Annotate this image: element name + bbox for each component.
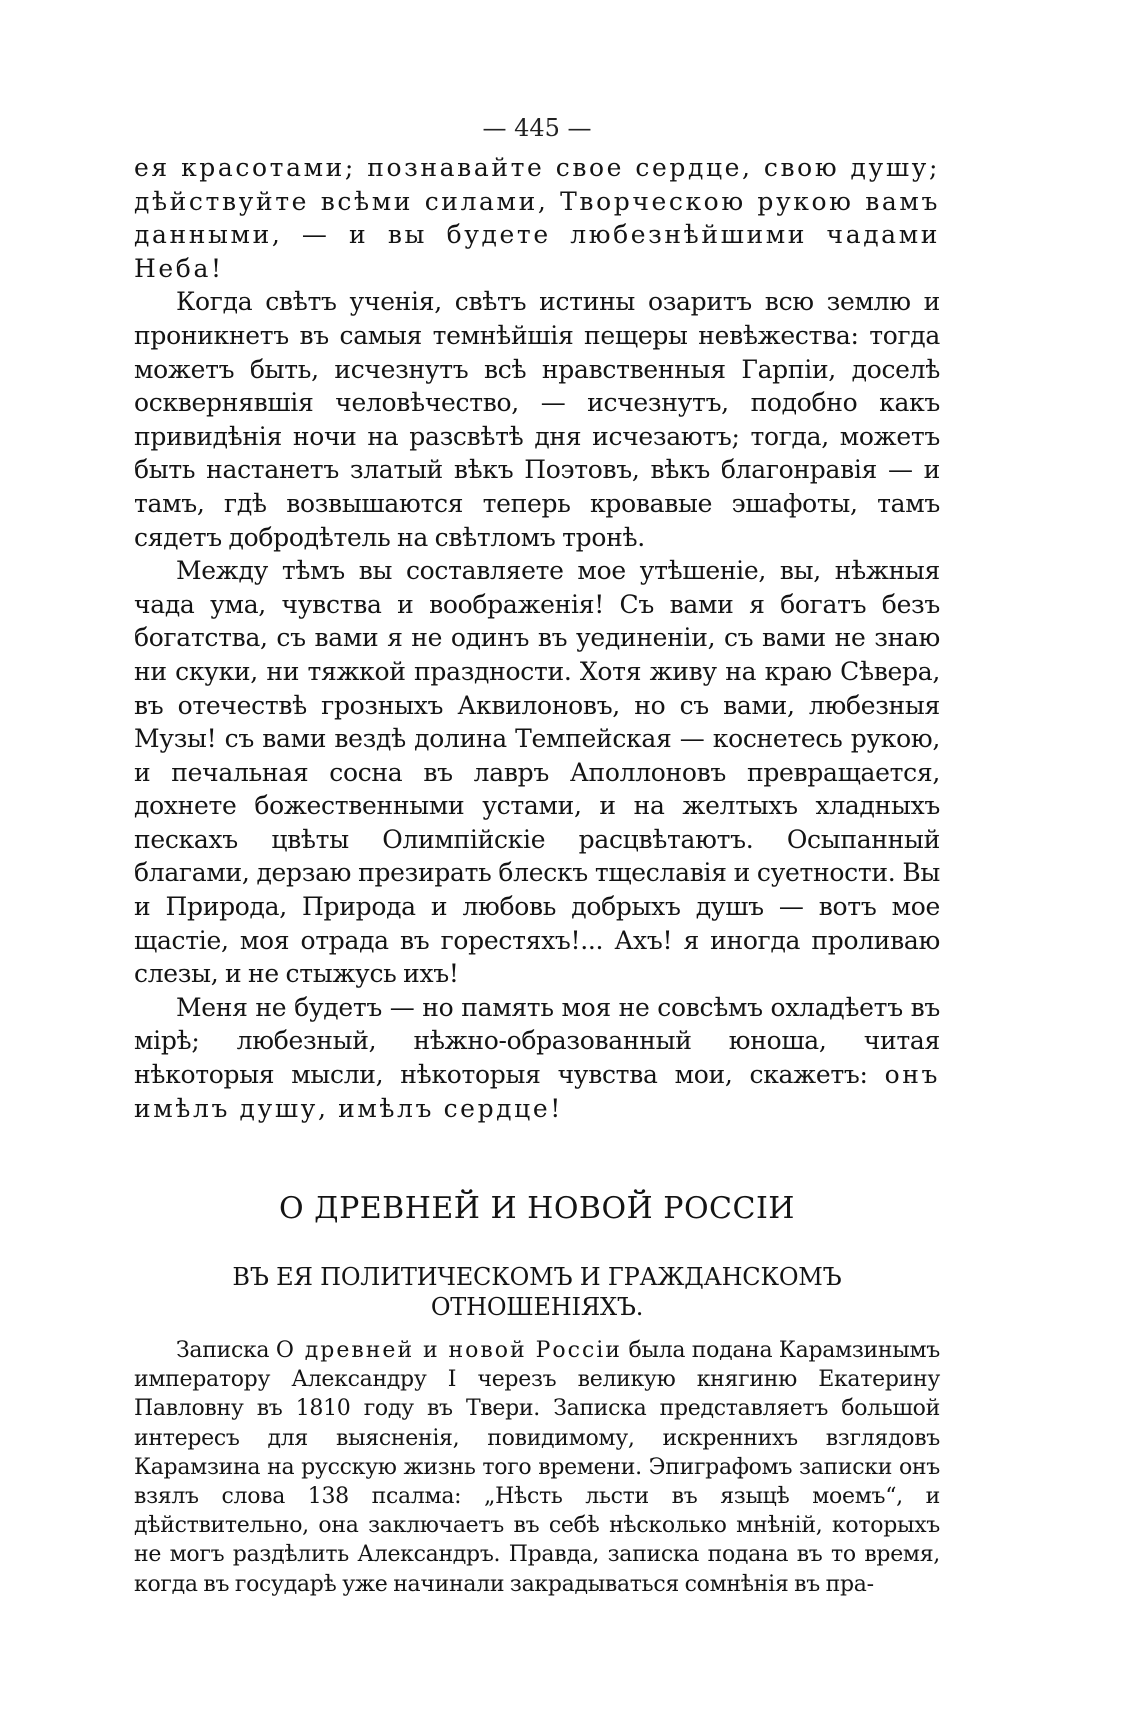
paragraph-3: Между тѣмъ вы составляете мое утѣшеніе, вы, нѣжныя чада ума, чувства и воображенія! Съ вами я богатъ безъ богатства, съ вами я не одинъ въ уединеніи, съ вами не знаю ни скуки, ни тяжкой праздности. Хотя живу на краю Сѣвера, въ отечествѣ грозныхъ Аквилоновъ, но съ вами, любезныя Музы! съ вами вездѣ долина Темпейская — коснетесь рукою, и печальная сосна въ лавръ Аполлоновъ превращается, дохнете божественными устами, и на желтыхъ хладныхъ пескахъ цвѣты Олимпійскіе расцвѣтаютъ. Осыпанный благами, дерзаю презирать блескъ тщеславія и суетности. Вы и Природа, Природа и любовь добрыхъ душъ — вотъ мое щастіе, моя отрада въ горестяхъ!... Ахъ! я иногда проливаю слезы, и не стыжусь ихъ! <box>134 556 940 989</box>
paragraph-4: Меня не будетъ — но память моя не совсѣмъ охладѣетъ въ мірѣ; любезный, нѣжно-образованный юноша, читая нѣкоторыя мысли, нѣкоторыя чувства мои, скажетъ: онъ имѣлъ душу, имѣлъ сердце! <box>134 992 940 1123</box>
note-paragraph: Записка О древней и новой Россіи была подана Карамзинымъ императору Александру I черезъ великую княгиню Екатерину Павловну въ 1810 году въ Твери. Записка представляетъ большой интересъ для выясненія, повидимому, искреннихъ взглядовъ Карамзина на русскую жизнь того времени. Эпиграфомъ записки онъ взялъ слова 138 псалма: „Нѣсть льсти въ языцѣ моемъ“, и дѣйствительно, она заключаетъ въ себѣ нѣсколько мнѣній, которыхъ не могъ раздѣлить Александръ. Правда, записка подана въ то время, когда въ государѣ уже начинали закрадываться сомнѣнія въ пра- <box>134 1338 940 1597</box>
editorial-note <box>134 1336 940 1599</box>
spaced-emphasis: О древней и новой Россіи <box>275 1338 622 1363</box>
page-number: — 445 — <box>482 114 592 142</box>
paragraph-2: Когда свѣтъ ученія, свѣтъ истины озаритъ всю землю и проникнетъ въ самыя темнѣйшія пещеры невѣжества: тогда можетъ быть, исчезнутъ всѣ нравственныя Гарпіи, доселѣ осквернявшія человѣчество, — исчезнутъ, подобно какъ привидѣнія ночи на разсвѣтѣ дня исчезаютъ; тогда, можетъ быть настанетъ златый вѣкъ Поэтовъ, вѣкъ благонравія — и тамъ, гдѣ возвышаются теперь кровавые эшафоты, тамъ сядетъ добродѣтель на свѣтломъ тронѣ. <box>134 287 940 552</box>
spaced-emphasis: ея красотами; познавайте свое сердце, свою душу; дѣйствуйте всѣми силами, Творческою рукою вамъ данными, — и вы будете любезнѣйшими чадами Неба! <box>134 153 940 283</box>
chapter-title: О ДРЕВНЕЙ И НОВОЙ РОССІИ <box>279 1191 795 1226</box>
chapter-subtitle: ВЪ ЕЯ ПОЛИТИЧЕСКОМЪ И ГРАЖДАНСКОМЪ ОТНОШЕНІЯХЪ. <box>232 1263 842 1321</box>
main-text <box>134 151 940 1125</box>
spaced-emphasis: онъ имѣлъ душу, имѣлъ сердце! <box>134 1060 940 1123</box>
book-page <box>134 0 940 1726</box>
paragraph-1 <box>134 151 940 285</box>
